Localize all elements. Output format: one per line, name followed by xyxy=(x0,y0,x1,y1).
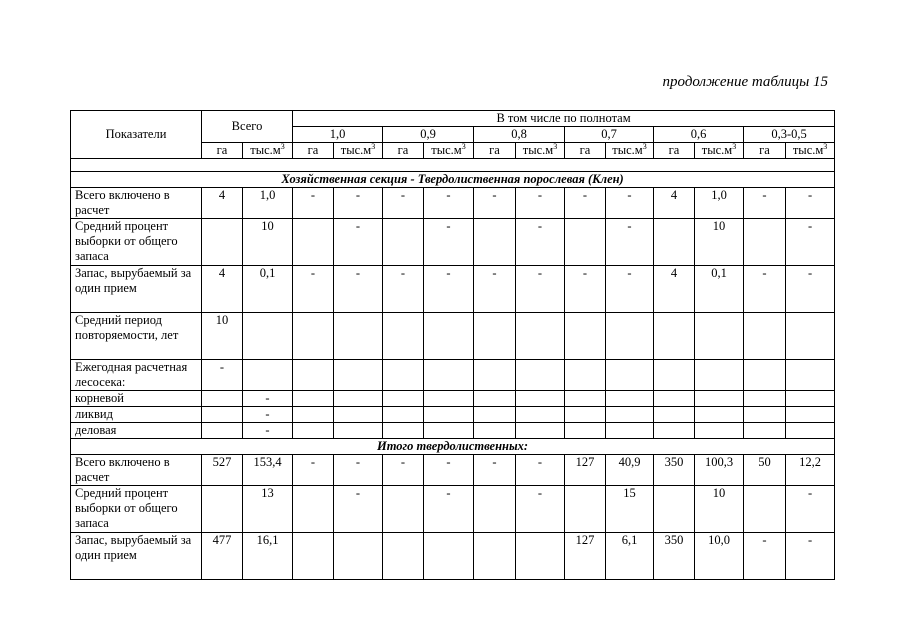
section-title: Итого твердолиственных: xyxy=(71,439,835,455)
table-cell xyxy=(654,313,695,360)
table-cell: - xyxy=(565,266,606,313)
table-cell: - xyxy=(474,188,516,219)
table-cell xyxy=(474,313,516,360)
table-cell xyxy=(383,219,424,266)
table-cell xyxy=(744,219,786,266)
table-cell: 0,1 xyxy=(695,266,744,313)
table-cell xyxy=(424,360,474,391)
table-cell: 100,3 xyxy=(695,455,744,486)
header-including: В том числе по полнотам xyxy=(293,111,835,127)
table-row xyxy=(71,219,835,266)
section-title: Хозяйственная секция - Твердолиственная порослевая (Клен) xyxy=(71,172,835,188)
table-cell: - xyxy=(744,266,786,313)
table-cell: - xyxy=(334,455,383,486)
table-cell: - xyxy=(516,188,565,219)
table-cell xyxy=(474,391,516,407)
table-cell xyxy=(695,360,744,391)
table-caption: продолжение таблицы 15 xyxy=(662,74,828,90)
table-cell xyxy=(565,360,606,391)
table-cell xyxy=(744,423,786,439)
table-cell: 4 xyxy=(654,188,695,219)
table-cell: 350 xyxy=(654,455,695,486)
table-cell: 10 xyxy=(695,219,744,266)
table-cell: - xyxy=(293,266,334,313)
table-cell: - xyxy=(243,407,293,423)
table-cell xyxy=(516,391,565,407)
table-cell xyxy=(786,313,835,360)
table-cell xyxy=(606,360,654,391)
table-cell: - xyxy=(383,455,424,486)
table-cell: 12,2 xyxy=(786,455,835,486)
table-cell xyxy=(383,360,424,391)
table-cell xyxy=(695,407,744,423)
header-unit-ha: га xyxy=(565,143,606,159)
table-cell xyxy=(474,486,516,533)
row-label: Средний процент выборки от общего запаса xyxy=(71,486,202,533)
header-density: 0,6 xyxy=(654,127,744,143)
table-cell xyxy=(293,533,334,580)
table-cell: 10 xyxy=(243,219,293,266)
table-cell xyxy=(424,313,474,360)
table-cell: 13 xyxy=(243,486,293,533)
table-cell xyxy=(606,423,654,439)
table-cell xyxy=(334,360,383,391)
table-cell xyxy=(334,391,383,407)
table-cell xyxy=(383,407,424,423)
table-cell xyxy=(744,486,786,533)
spacer-row xyxy=(71,159,835,172)
table-cell xyxy=(516,313,565,360)
table-cell: - xyxy=(786,533,835,580)
header-density: 0,8 xyxy=(474,127,565,143)
row-label: Всего включено в расчет xyxy=(71,455,202,486)
table-cell xyxy=(383,391,424,407)
table-cell: - xyxy=(516,486,565,533)
row-label: Запас, вырубаемый за один прием xyxy=(71,266,202,313)
table-row xyxy=(71,407,835,423)
table-row xyxy=(71,391,835,407)
table-cell xyxy=(474,219,516,266)
table-cell: - xyxy=(786,486,835,533)
table-cell: - xyxy=(293,455,334,486)
table-cell xyxy=(243,313,293,360)
header-unit-volume: $тыс.м^3$ xyxy=(243,143,293,159)
header-unit-ha: га xyxy=(654,143,695,159)
table-cell: 527 xyxy=(202,455,243,486)
table-cell xyxy=(474,423,516,439)
row-label: деловая xyxy=(71,423,202,439)
table-cell xyxy=(474,360,516,391)
table-cell xyxy=(424,423,474,439)
table-cell xyxy=(654,423,695,439)
table-row xyxy=(71,455,835,486)
table-cell: 4 xyxy=(202,266,243,313)
table-cell xyxy=(334,533,383,580)
table-cell: - xyxy=(334,219,383,266)
header-unit-ha: га xyxy=(744,143,786,159)
header-unit-ha: га xyxy=(202,143,243,159)
table-cell xyxy=(202,486,243,533)
header-unit-volume: $тыс.м^3$ xyxy=(786,143,835,159)
header-density: 0,9 xyxy=(383,127,474,143)
table-cell: - xyxy=(334,266,383,313)
table-cell xyxy=(293,407,334,423)
header-unit-volume: $тыс.м^3$ xyxy=(334,143,383,159)
table-cell: - xyxy=(744,188,786,219)
table-cell xyxy=(744,407,786,423)
table-cell xyxy=(293,360,334,391)
table-cell xyxy=(786,423,835,439)
table-row xyxy=(71,266,835,313)
table-cell xyxy=(565,486,606,533)
table-cell xyxy=(383,313,424,360)
table-cell xyxy=(744,391,786,407)
table-cell xyxy=(786,360,835,391)
table-cell xyxy=(565,313,606,360)
table-cell: 10 xyxy=(695,486,744,533)
header-unit-volume: $тыс.м^3$ xyxy=(606,143,654,159)
row-label: Средний процент выборки от общего запаса xyxy=(71,219,202,266)
table-cell xyxy=(695,423,744,439)
table-cell xyxy=(424,407,474,423)
header-unit-volume: $тыс.м^3$ xyxy=(695,143,744,159)
table-cell xyxy=(654,486,695,533)
table-cell xyxy=(516,533,565,580)
table-cell: - xyxy=(516,219,565,266)
table-cell xyxy=(474,407,516,423)
table-cell xyxy=(424,533,474,580)
table-cell xyxy=(243,360,293,391)
table-cell xyxy=(293,313,334,360)
row-label: Средний период повторяемости, лет xyxy=(71,313,202,360)
table-cell xyxy=(516,407,565,423)
table-cell xyxy=(565,391,606,407)
table-row xyxy=(71,188,835,219)
table-cell: 477 xyxy=(202,533,243,580)
table-cell xyxy=(654,360,695,391)
table-cell xyxy=(606,391,654,407)
table-cell: - xyxy=(424,266,474,313)
table-cell: 127 xyxy=(565,455,606,486)
table-cell xyxy=(744,313,786,360)
table-cell: - xyxy=(786,188,835,219)
table-cell: 350 xyxy=(654,533,695,580)
table-row xyxy=(71,313,835,360)
table-cell xyxy=(293,219,334,266)
header-unit-ha: га xyxy=(474,143,516,159)
row-label: Всего включено в расчет xyxy=(71,188,202,219)
table-cell xyxy=(334,407,383,423)
table-cell xyxy=(695,313,744,360)
table-cell: 6,1 xyxy=(606,533,654,580)
table-cell xyxy=(516,423,565,439)
table-cell xyxy=(606,313,654,360)
header-density: 0,7 xyxy=(565,127,654,143)
table-cell: 4 xyxy=(202,188,243,219)
table-cell: - xyxy=(243,391,293,407)
table-cell: - xyxy=(293,188,334,219)
table-cell xyxy=(334,423,383,439)
table-cell xyxy=(202,423,243,439)
table-cell: 40,9 xyxy=(606,455,654,486)
table-cell: 127 xyxy=(565,533,606,580)
header-density: 1,0 xyxy=(293,127,383,143)
table-row xyxy=(71,533,835,580)
data-table xyxy=(70,110,835,580)
table-cell: - xyxy=(334,188,383,219)
table-cell: - xyxy=(744,533,786,580)
table-cell: - xyxy=(243,423,293,439)
table-cell xyxy=(744,360,786,391)
table-cell xyxy=(424,391,474,407)
table-cell xyxy=(383,533,424,580)
table-cell xyxy=(654,391,695,407)
table-cell: - xyxy=(565,188,606,219)
table-cell: - xyxy=(202,360,243,391)
table-cell xyxy=(293,391,334,407)
table-cell: - xyxy=(424,219,474,266)
table-row xyxy=(71,486,835,533)
table-cell: - xyxy=(474,266,516,313)
table-cell: - xyxy=(474,455,516,486)
table-cell: 10,0 xyxy=(695,533,744,580)
table-cell xyxy=(695,391,744,407)
table-cell: 153,4 xyxy=(243,455,293,486)
table-cell: - xyxy=(786,219,835,266)
table-cell: 50 xyxy=(744,455,786,486)
table-cell xyxy=(654,407,695,423)
header-unit-volume: $тыс.м^3$ xyxy=(516,143,565,159)
table-cell xyxy=(202,391,243,407)
row-label: корневой xyxy=(71,391,202,407)
table-cell: 16,1 xyxy=(243,533,293,580)
table-cell: - xyxy=(516,455,565,486)
table-cell: 1,0 xyxy=(695,188,744,219)
table-cell: - xyxy=(516,266,565,313)
row-label: Запас, вырубаемый за один прием xyxy=(71,533,202,580)
header-unit-ha: га xyxy=(383,143,424,159)
table-row xyxy=(71,423,835,439)
table-cell xyxy=(334,313,383,360)
table-cell: - xyxy=(606,188,654,219)
table-row xyxy=(71,360,835,391)
table-cell xyxy=(474,533,516,580)
row-label: Ежегодная расчетная лесосека: xyxy=(71,360,202,391)
table-cell: - xyxy=(424,486,474,533)
table-cell xyxy=(293,423,334,439)
table-cell: - xyxy=(424,188,474,219)
table-cell xyxy=(202,407,243,423)
table-cell: - xyxy=(334,486,383,533)
table-cell xyxy=(383,486,424,533)
header-unit-volume: $тыс.м^3$ xyxy=(424,143,474,159)
table-cell: - xyxy=(383,188,424,219)
table-cell: - xyxy=(786,266,835,313)
table-cell xyxy=(786,407,835,423)
table-cell: 4 xyxy=(654,266,695,313)
table-cell xyxy=(565,219,606,266)
table-cell: - xyxy=(383,266,424,313)
table-cell xyxy=(565,423,606,439)
header-density: 0,3-0,5 xyxy=(744,127,835,143)
table-cell xyxy=(293,486,334,533)
table-cell: 10 xyxy=(202,313,243,360)
table-cell: - xyxy=(606,219,654,266)
table-cell xyxy=(654,219,695,266)
header-unit-ha: га xyxy=(293,143,334,159)
header-total: Всего xyxy=(202,111,293,143)
row-label: ликвид xyxy=(71,407,202,423)
header-indicators: Показатели xyxy=(71,111,202,159)
table-cell xyxy=(202,219,243,266)
table-cell: - xyxy=(606,266,654,313)
table-cell xyxy=(516,360,565,391)
table-cell xyxy=(565,407,606,423)
table-cell: 0,1 xyxy=(243,266,293,313)
table-cell: 1,0 xyxy=(243,188,293,219)
table-cell xyxy=(383,423,424,439)
table-cell: 15 xyxy=(606,486,654,533)
table-cell xyxy=(786,391,835,407)
table-cell: - xyxy=(424,455,474,486)
table-cell xyxy=(606,407,654,423)
